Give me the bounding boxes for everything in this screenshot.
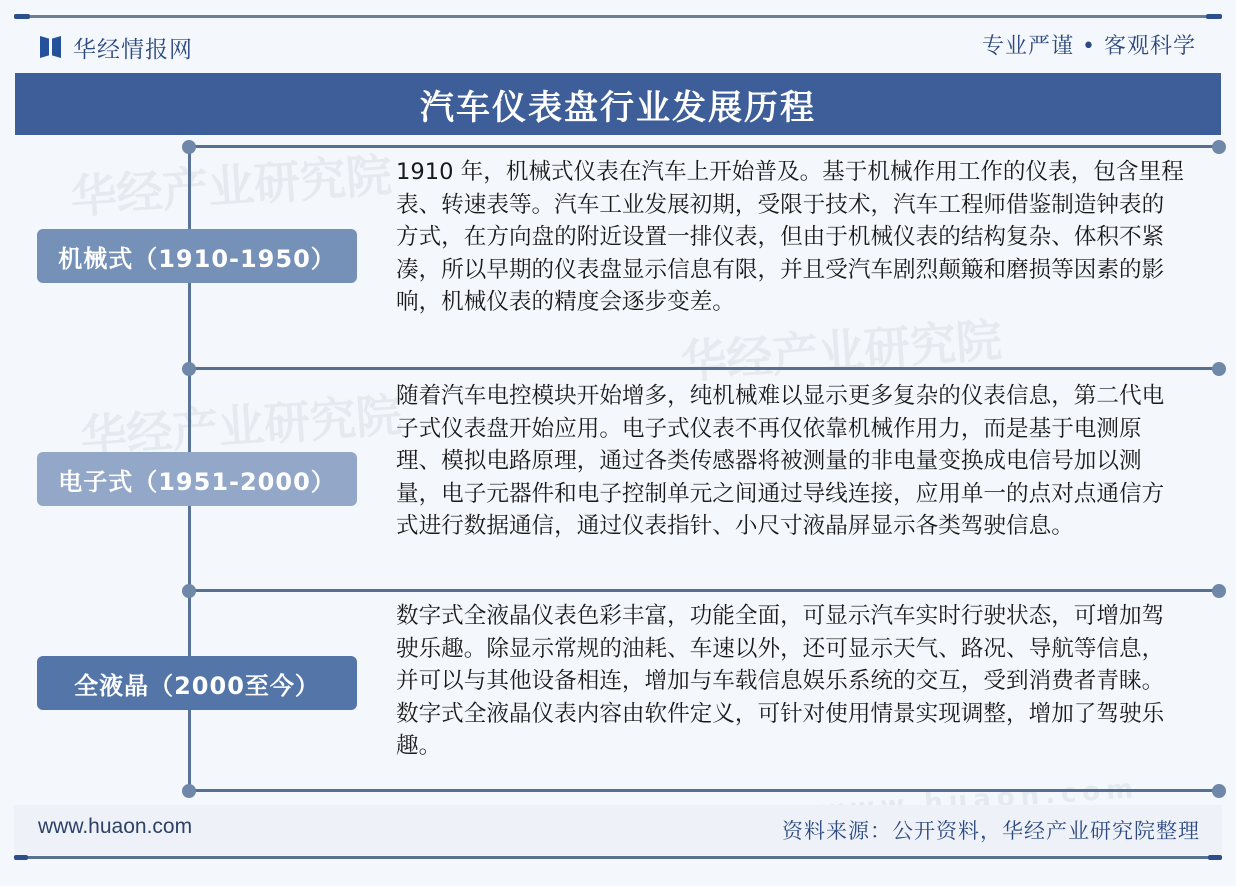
timeline-node: [1212, 140, 1226, 154]
timeline-separator: [190, 789, 1225, 792]
title-bar: [15, 73, 1221, 135]
watermark: 华经产业研究院: [68, 147, 394, 225]
timeline-node: [182, 362, 196, 376]
timeline-node: [182, 784, 196, 798]
footer-url: www.huaon.com: [38, 815, 193, 838]
stage-label-electronic: 电子式（1951-2000）: [37, 452, 357, 506]
timeline-node: [1212, 362, 1226, 376]
timeline-node: [182, 140, 196, 154]
stage-label-full-lcd: 全液晶（2000至今）: [37, 656, 357, 710]
stage-label-mechanical: 机械式（1910-1950）: [37, 229, 357, 283]
timeline-node: [1212, 584, 1226, 598]
stage-description-mechanical: 1910 年，机械式仪表在汽车上开始普及。基于机械作用工作的仪表，包含里程表、转速表等。汽车工业发展初期，受限于技术，汽车工程师借鉴制造钟表的方式，在方向盘的附近设置一排仪表，但由于机械仪表的结构复杂、体积不紧凑，所以早期的仪表盘显示信息有限，并且受汽车剧烈颠簸和磨损等因素的影响，机械仪表的精度会逐步变差。: [396, 159, 1184, 315]
brand-logo-icon: [40, 36, 61, 58]
watermark: www.huaon.com: [819, 773, 1141, 827]
footer-source: 资料来源：公开资料，华经产业研究院整理: [782, 819, 1200, 843]
slogan: 专业严谨 • 客观科学: [982, 34, 1196, 59]
brand-name: 华经情报网: [73, 36, 193, 63]
brand: [40, 30, 193, 64]
watermark: 华经产业研究院: [678, 312, 1004, 390]
bottom-divider: [14, 856, 1222, 859]
stage-description-full-lcd: 数字式全液晶仪表色彩丰富，功能全面，可显示汽车实时行驶状态，可增加驾驶乐趣。除显示常规的油耗、车速以外，还可显示天气、路况、导航等信息，并可以与其他设备相连，增加与车载信息娱乐系统的交互，受到消费者青睐。数字式全液晶仪表内容由软件定义，可针对使用情景实现调整，增加了驾驶乐趣。: [396, 603, 1165, 759]
stage-description-electronic: 随着汽车电控模块开始增多，纯机械难以显示更多复杂的仪表信息，第二代电子式仪表盘开始应用。电子式仪表不再仅依靠机械作用力，而是基于电测原理、模拟电路原理，通过各类传感器将被测量的非电量变换成电信号加以测量，电子元器件和电子控制单元之间通过导线连接，应用单一的点对点通信方式进行数据通信，通过仪表指针、小尺寸液晶屏显示各类驾驶信息。: [396, 383, 1165, 539]
timeline-separator: [190, 367, 1225, 370]
page-title: 汽车仪表盘行业发展历程: [420, 87, 816, 128]
watermark: 华经产业研究院: [78, 387, 404, 465]
timeline-node: [182, 584, 196, 598]
timeline-separator: [190, 145, 1225, 148]
timeline-separator: [190, 589, 1225, 592]
top-divider: [14, 15, 1222, 18]
timeline-node: [1212, 784, 1226, 798]
